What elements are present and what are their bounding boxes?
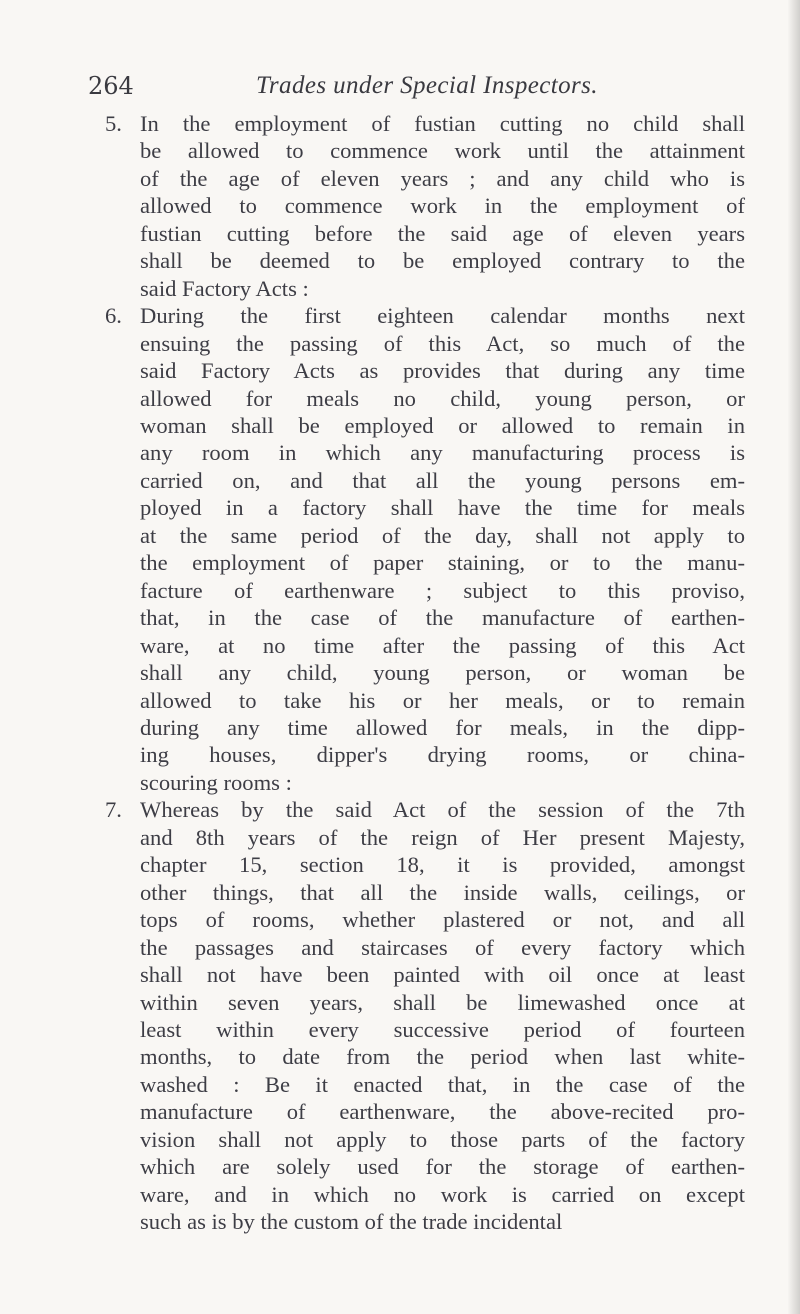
text-line: carried on, and that all the young persons em-: [140, 467, 745, 493]
text-line: such as is by the custom of the trade incidental: [140, 1209, 563, 1235]
text-line: and 8th years of the reign of Her present Majesty,: [140, 824, 745, 850]
text-line: manufacture of earthenware, the above-recited pro-: [140, 1099, 745, 1125]
text-line: chapter 15, section 18, it is provided, amongst: [140, 852, 745, 878]
text-line: at the same period of the day, shall not apply to: [140, 522, 745, 548]
text-line: vision shall not apply to those parts of the factory: [140, 1126, 745, 1152]
numbered-paragraph: [105, 302, 745, 796]
text-line: within seven years, shall be limewashed once at: [140, 989, 745, 1015]
page-header: [88, 72, 708, 112]
numbered-paragraph: [105, 110, 745, 302]
running-title: Trades under Special Inspectors.: [256, 72, 598, 99]
text-line: woman shall be employed or allowed to remain in: [140, 412, 745, 438]
text-line: Whereas by the said Act of the session of the 7th: [140, 797, 745, 823]
text-line: that, in the case of the manufacture of earthen-: [140, 605, 745, 631]
text-line: allowed to take his or her meals, or to remain: [140, 687, 745, 713]
text-line: months, to date from the period when last white-: [140, 1044, 745, 1070]
page-edge-shadow: [788, 0, 800, 1314]
text-line: fustian cutting before the said age of eleven years: [140, 220, 745, 246]
body-text: [105, 110, 745, 1236]
paragraph-number: 7.: [105, 797, 122, 823]
text-line: In the employment of fustian cutting no child shall: [140, 111, 745, 136]
page-number: 264: [88, 72, 134, 100]
text-line: least within every successive period of fourteen: [140, 1016, 745, 1042]
text-line: the passages and staircases of every factory which: [140, 934, 745, 960]
text-line: other things, that all the inside walls, ceilings, or: [140, 879, 745, 905]
text-line: shall any child, young person, or woman be: [140, 660, 745, 686]
text-line: During the first eighteen calendar months next: [140, 303, 745, 329]
text-line: the employment of paper staining, or to the manu-: [140, 550, 745, 576]
text-line: ensuing the passing of this Act, so much of the: [140, 330, 745, 356]
text-line: allowed for meals no child, young person, or: [140, 385, 745, 411]
text-line: washed : Be it enacted that, in the case of the: [140, 1071, 745, 1097]
text-line: which are solely used for the storage of earthen-: [140, 1154, 745, 1180]
text-line: ware, at no time after the passing of this Act: [140, 632, 745, 658]
paragraph-number: 6.: [105, 303, 122, 329]
text-line: during any time allowed for meals, in the dipp-: [140, 714, 745, 740]
numbered-paragraph: [105, 796, 745, 1235]
text-line: ware, and in which no work is carried on except: [140, 1181, 745, 1207]
text-line: scouring rooms :: [140, 769, 292, 795]
text-line: ployed in a factory shall have the time for meals: [140, 495, 745, 521]
text-line: shall be deemed to be employed contrary to the: [140, 248, 745, 274]
text-line: shall not have been painted with oil once at least: [140, 962, 745, 988]
text-line: said Factory Acts :: [140, 275, 309, 301]
text-line: any room in which any manufacturing process is: [140, 440, 745, 466]
text-line: be allowed to commence work until the attainment: [140, 138, 745, 164]
paragraph-number: 5.: [105, 111, 122, 136]
text-line: tops of rooms, whether plastered or not, and all: [140, 907, 745, 933]
text-line: ing houses, dipper's drying rooms, or china-: [140, 742, 745, 768]
text-line: allowed to commence work in the employment of: [140, 193, 745, 219]
text-line: facture of earthenware ; subject to this proviso,: [140, 577, 745, 603]
text-line: of the age of eleven years ; and any child who is: [140, 165, 745, 191]
text-line: said Factory Acts as provides that during any time: [140, 358, 745, 384]
